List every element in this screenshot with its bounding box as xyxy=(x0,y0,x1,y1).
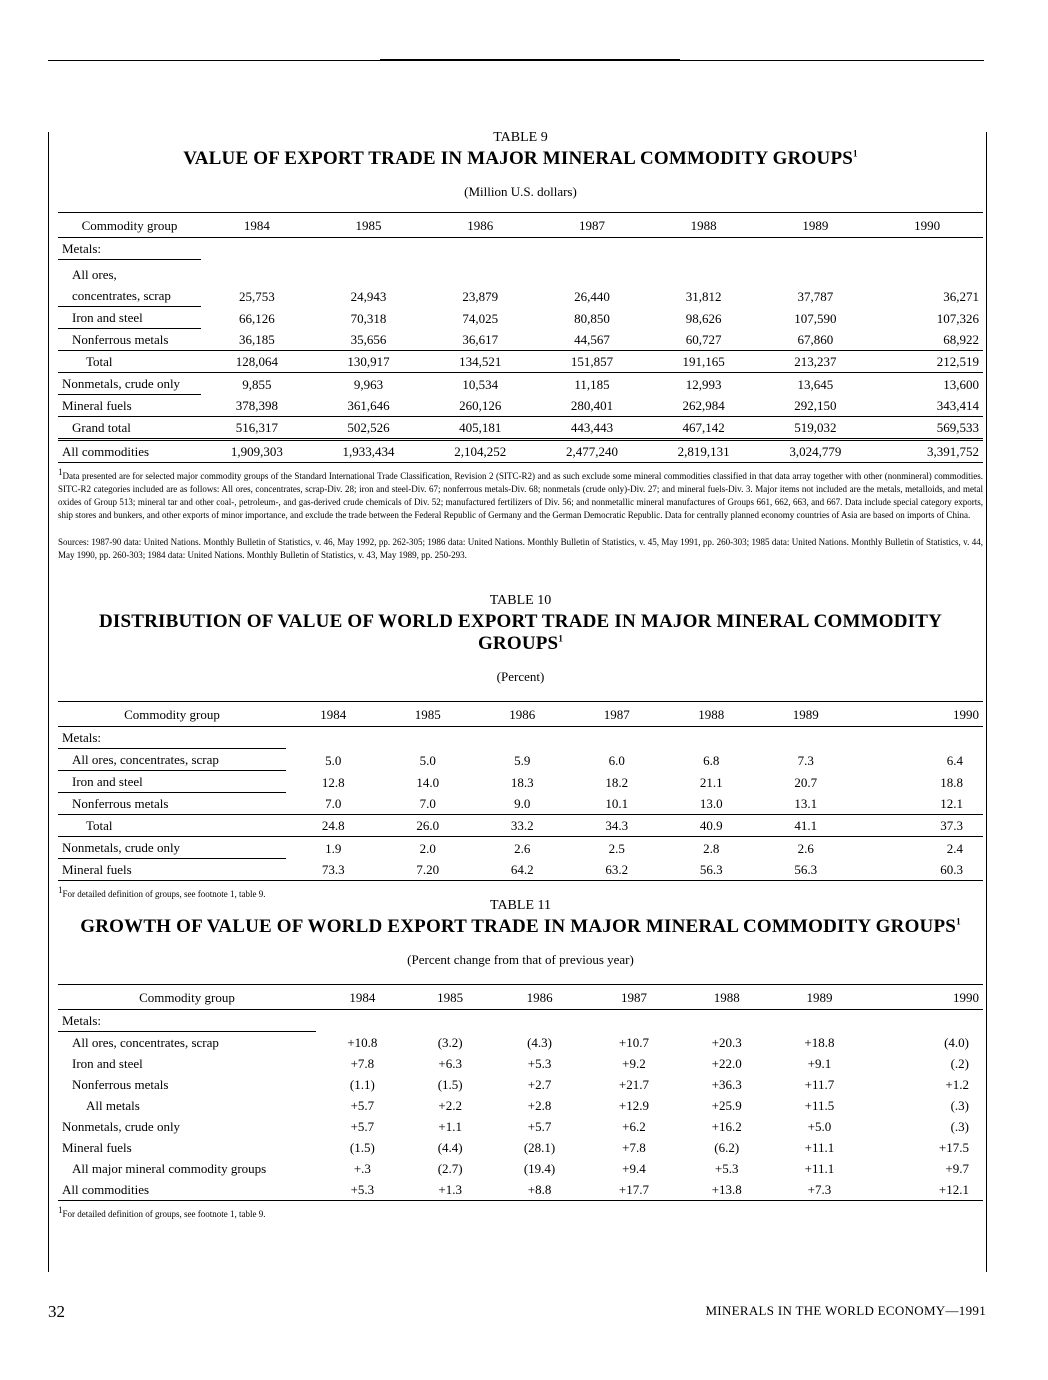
table-row xyxy=(58,307,983,329)
table-row xyxy=(58,837,983,859)
table-cell: 80,850 xyxy=(574,310,610,326)
table-row xyxy=(58,285,983,307)
table-cell: 5.0 xyxy=(325,752,342,768)
table-cell: (4.3) xyxy=(527,1035,553,1050)
table-cell: 13,600 xyxy=(943,376,979,392)
table-cell: 70,318 xyxy=(350,310,387,326)
table-row xyxy=(58,1137,983,1158)
table-cell: 34.3 xyxy=(570,815,665,837)
table-cell: +18.8 xyxy=(804,1035,835,1050)
year-header: 1987 xyxy=(536,213,648,238)
table9-title: VALUE OF EXPORT TRADE IN MAJOR MINERAL COMMODITY GROUPS$^1$ xyxy=(183,148,858,169)
table-cell: 405,181 xyxy=(424,417,536,440)
table-cell: 10.1 xyxy=(570,793,665,815)
table-cell: 74,025 xyxy=(462,310,499,326)
table-row xyxy=(58,727,983,749)
table-row xyxy=(58,1032,983,1054)
table-cell: 2.5 xyxy=(608,840,625,856)
table-cell: 13,645 xyxy=(797,376,834,392)
table-cell: +11.5 xyxy=(804,1098,835,1113)
year-header: 1986 xyxy=(424,213,536,238)
table11-header-row xyxy=(58,985,983,1010)
year-header: 1986 xyxy=(475,702,570,727)
table-cell: 37,787 xyxy=(797,288,834,304)
table-cell: 40.9 xyxy=(664,815,759,837)
table-cell: 66,126 xyxy=(238,310,275,326)
table-cell: 343,414 xyxy=(871,395,983,417)
year-header: 1990 xyxy=(866,985,983,1010)
table-cell: 64.2 xyxy=(475,859,570,881)
table-cell: 21.1 xyxy=(699,774,723,790)
table-cell: +7.8 xyxy=(622,1140,646,1155)
table-cell: 6.4 xyxy=(946,752,963,768)
table-cell: 60,727 xyxy=(648,329,760,351)
page-number: 32 xyxy=(48,1302,65,1321)
table-cell: 9.0 xyxy=(475,793,570,815)
running-head: MINERALS IN THE WORLD ECONOMY—1991 xyxy=(705,1303,986,1318)
table-cell: +6.2 xyxy=(622,1119,646,1134)
table9-unit: (Million U.S. dollars) xyxy=(464,184,577,199)
year-header: 1985 xyxy=(409,985,492,1010)
table11-col-header: Commodity group xyxy=(58,985,316,1010)
row-label: Nonmetals, crude only xyxy=(62,1119,181,1134)
table-cell: 3,391,752 xyxy=(871,440,983,463)
table-row xyxy=(58,395,983,417)
table-cell: 73.3 xyxy=(286,859,381,881)
row-label: Iron and steel xyxy=(58,307,201,329)
table-cell: 5.0 xyxy=(419,752,436,768)
table-cell: +11.7 xyxy=(804,1077,835,1092)
table-cell: 36,617 xyxy=(424,329,536,351)
year-header: 1988 xyxy=(664,702,759,727)
table-cell: (19.4) xyxy=(523,1161,556,1176)
table-cell: 68,922 xyxy=(871,329,983,351)
table-cell: 569,533 xyxy=(871,417,983,440)
table11-title: GROWTH OF VALUE OF WORLD EXPORT TRADE IN MAJOR MINERAL COMMODITY GROUPS$^1$ xyxy=(80,916,961,937)
table-cell: +5.0 xyxy=(807,1119,832,1134)
table-row xyxy=(58,1010,983,1032)
year-header: 1984 xyxy=(286,702,381,727)
table-cell: 2.6 xyxy=(514,840,531,856)
table-cell: +2.8 xyxy=(527,1098,552,1113)
row-label: Mineral fuels xyxy=(62,1140,132,1155)
table-cell: 12.1 xyxy=(853,793,983,815)
table-cell: 18.2 xyxy=(605,774,629,790)
table-cell: 60.3 xyxy=(853,859,983,881)
table11 xyxy=(58,984,983,1201)
table-cell: 6.8 xyxy=(703,752,720,768)
table-cell: 2.0 xyxy=(419,840,436,856)
table-cell: 33.2 xyxy=(475,815,570,837)
table9 xyxy=(58,212,983,463)
table9-footnote: $^1$Data presented are for selected major commodity groups of the Standard International Trade Classification, Revision 2 (SITC-R2) and as such exclude some mineral commodities classified in that data array together with other (nonmineral) commodities. SITC-R2 categories included are as follows: All ores, concentrates, scrap-Div. 28; iron and steel-Div. 67; nonferrous metals-Div. 68; nonmetals (crude only)-Div. 27; and mineral fuels-Div. 3. Major items not included are the metals, metalloids, and metal oxides of Group 513; mineral tar and other coal-, petroleum-, and gas-derived crude chemicals of Div. 52; manufactured fertilizers of Div. 56; and nonmetallic mineral manufactures of Groups 661, 662, 663, and 667. Data include special category exports, ship stores and bunkers, and other exports of minor importance, and exclude the trade between the Federal Republic of Germany and the German Democratic Republic. Data for centrally planned economy countries of Asia are based on imports of China. xyxy=(58,467,983,520)
year-header: 1986 xyxy=(492,985,588,1010)
table-cell: 2,477,240 xyxy=(536,440,648,463)
table-row xyxy=(58,1116,983,1137)
row-label: All commodities xyxy=(58,1179,316,1201)
table10-label: TABLE 10 xyxy=(489,593,552,608)
year-header: 1990 xyxy=(871,213,983,238)
row-label: Grand total xyxy=(58,417,201,440)
year-header: 1989 xyxy=(773,985,866,1010)
table-cell: 3,024,779 xyxy=(760,440,872,463)
row-label: All metals xyxy=(86,1098,140,1113)
table-cell: 107,590 xyxy=(794,310,837,326)
table10-header-row xyxy=(58,702,983,727)
table-cell: +12.9 xyxy=(618,1098,649,1113)
year-header: 1990 xyxy=(853,702,983,727)
table-row xyxy=(58,771,983,793)
table-cell: +.3 xyxy=(353,1161,371,1176)
table-cell: 280,401 xyxy=(536,395,648,417)
row-label: All ores, concentrates, scrap xyxy=(58,749,286,771)
table10-unit: (Percent) xyxy=(496,669,545,684)
table-cell: +9.2 xyxy=(622,1056,646,1071)
table-cell: 7.3 xyxy=(797,752,814,768)
table-cell: 37.3 xyxy=(853,815,983,837)
table-row xyxy=(58,859,983,881)
table-row xyxy=(58,1074,983,1095)
left-margin-rule xyxy=(48,132,49,1272)
table-cell: 9,855 xyxy=(242,376,272,392)
table-cell: 130,917 xyxy=(313,351,425,373)
table-cell: (.3) xyxy=(950,1098,969,1113)
year-header: 1985 xyxy=(313,213,425,238)
table-row xyxy=(58,1053,983,1074)
table10-col-header: Commodity group xyxy=(58,702,286,727)
year-header: 1988 xyxy=(680,985,773,1010)
table-cell: 20.7 xyxy=(794,774,818,790)
row-label: Iron and steel xyxy=(58,771,286,793)
table-cell: 35,656 xyxy=(313,329,425,351)
table-cell: +5.3 xyxy=(714,1161,739,1176)
table-cell: 260,126 xyxy=(424,395,536,417)
table-cell: 24.8 xyxy=(286,815,381,837)
table-cell: +1.2 xyxy=(945,1077,969,1092)
right-margin-rule xyxy=(986,132,987,1272)
row-label: Nonferrous metals xyxy=(58,793,286,815)
table9-header-row xyxy=(58,213,983,238)
table-cell: 10,534 xyxy=(462,376,499,392)
table-cell: +25.9 xyxy=(711,1098,742,1113)
table-cell: 26.0 xyxy=(381,815,476,837)
table10 xyxy=(58,701,983,881)
table-cell: +7.8 xyxy=(350,1056,375,1071)
table-cell: (1.5) xyxy=(349,1140,375,1155)
row-label: All ores, xyxy=(72,267,117,282)
table11-unit: (Percent change from that of previous year) xyxy=(407,952,634,967)
table-cell: +2.7 xyxy=(527,1077,552,1092)
table-cell: 1.9 xyxy=(325,840,342,856)
row-label: All major mineral commodity groups xyxy=(72,1161,267,1176)
table-cell: 23,879 xyxy=(462,288,499,304)
table-cell: 191,165 xyxy=(648,351,760,373)
table-cell: 13.0 xyxy=(664,793,759,815)
row-label: concentrates, scrap xyxy=(58,285,201,307)
table-cell: 26,440 xyxy=(574,288,610,304)
table-cell: 1,933,434 xyxy=(313,440,425,463)
table-cell: 63.2 xyxy=(570,859,665,881)
table-cell: +9.4 xyxy=(622,1161,646,1176)
table-cell: 13.1 xyxy=(759,793,854,815)
table-cell: +17.7 xyxy=(588,1179,681,1201)
table-cell: 44,567 xyxy=(536,329,648,351)
table-cell: +36.3 xyxy=(711,1077,742,1092)
table-cell: 5.9 xyxy=(514,752,531,768)
section-label: Metals: xyxy=(58,1010,316,1032)
table-cell: 7.0 xyxy=(286,793,381,815)
table-cell: 36,185 xyxy=(201,329,313,351)
table-cell: 56.3 xyxy=(664,859,759,881)
table-cell: 1,909,303 xyxy=(201,440,313,463)
table-cell: 292,150 xyxy=(760,395,872,417)
table-cell: +9.7 xyxy=(945,1161,969,1176)
section-label: Metals: xyxy=(58,238,201,260)
table-cell: 14.0 xyxy=(416,774,440,790)
table-row xyxy=(58,1158,983,1179)
table9-label: TABLE 9 xyxy=(493,130,548,145)
table-cell: (4.4) xyxy=(437,1140,463,1155)
row-label: Nonferrous metals xyxy=(58,329,201,351)
table-cell: 2,819,131 xyxy=(648,440,760,463)
table-row xyxy=(58,238,983,260)
table-row xyxy=(58,329,983,351)
table-cell: (1.5) xyxy=(437,1077,463,1092)
table-cell: 18.3 xyxy=(510,774,534,790)
table11-footnote: $^1$For detailed definition of groups, see footnote 1, table 9. xyxy=(58,1205,266,1219)
table-row xyxy=(58,260,983,286)
row-label: Total xyxy=(58,815,286,837)
row-label: Mineral fuels xyxy=(58,859,286,881)
table-cell: +7.3 xyxy=(773,1179,866,1201)
table-cell: (28.1) xyxy=(523,1140,556,1155)
table-cell: 9,963 xyxy=(353,376,384,392)
table-cell: 151,857 xyxy=(536,351,648,373)
table-cell: 2.8 xyxy=(703,840,720,856)
table-cell: +17.5 xyxy=(938,1140,969,1155)
table-cell: 519,032 xyxy=(760,417,872,440)
table-cell: +5.7 xyxy=(527,1119,552,1134)
table-cell: 7.20 xyxy=(381,859,476,881)
table-cell: 467,142 xyxy=(648,417,760,440)
table-cell: 107,326 xyxy=(936,310,979,326)
table9-block xyxy=(58,130,983,562)
table-cell: (4.0) xyxy=(944,1035,969,1050)
table-cell: +5.7 xyxy=(350,1119,375,1134)
table-cell: 98,626 xyxy=(685,310,722,326)
row-label: Mineral fuels xyxy=(58,395,201,417)
table-cell: (.2) xyxy=(950,1056,969,1071)
table-cell: +5.3 xyxy=(316,1179,409,1201)
table-cell: +5.3 xyxy=(527,1056,552,1071)
year-header: 1984 xyxy=(201,213,313,238)
year-header: 1987 xyxy=(570,702,665,727)
table-cell: +11.1 xyxy=(804,1140,835,1155)
table-cell: +6.3 xyxy=(438,1056,462,1071)
row-label: Iron and steel xyxy=(72,1056,143,1071)
table-cell: (.3) xyxy=(950,1119,969,1134)
table-cell: 12.8 xyxy=(321,774,345,790)
table-cell: 378,398 xyxy=(201,395,313,417)
table11-block xyxy=(58,898,983,1221)
table-cell: +10.7 xyxy=(618,1035,649,1050)
table-cell: 36,271 xyxy=(943,288,979,304)
table-row xyxy=(58,1179,983,1201)
table-cell: 2.4 xyxy=(946,840,963,856)
table-cell: +10.8 xyxy=(347,1035,378,1050)
table-cell: +5.7 xyxy=(350,1098,375,1113)
table-cell: 18.8 xyxy=(940,774,963,790)
table-cell: 56.3 xyxy=(759,859,854,881)
table-cell: +11.1 xyxy=(804,1161,835,1176)
top-rule-thick xyxy=(380,59,680,61)
table-cell: 2,104,252 xyxy=(424,440,536,463)
table-cell: 31,812 xyxy=(685,288,722,304)
table-cell: 212,519 xyxy=(871,351,983,373)
table-cell: (1.1) xyxy=(349,1077,375,1092)
year-header: 1985 xyxy=(381,702,476,727)
table-cell: (6.2) xyxy=(714,1140,740,1155)
year-header: 1989 xyxy=(760,213,872,238)
table-cell: +20.3 xyxy=(711,1035,742,1050)
table-cell: +16.2 xyxy=(711,1119,742,1134)
section-label: Metals: xyxy=(58,727,286,749)
row-label: Nonmetals, crude only xyxy=(58,837,286,859)
table-cell: +9.1 xyxy=(807,1056,832,1071)
table-cell: +12.1 xyxy=(866,1179,983,1201)
table-cell: 11,185 xyxy=(574,376,610,392)
table-row xyxy=(58,1095,983,1116)
table-cell: +13.8 xyxy=(680,1179,773,1201)
table-cell: 361,646 xyxy=(313,395,425,417)
table-row xyxy=(58,373,983,395)
table-cell: 443,443 xyxy=(536,417,648,440)
year-header: 1987 xyxy=(588,985,681,1010)
table-cell: 12,993 xyxy=(685,376,722,392)
table-cell: 7.0 xyxy=(381,793,476,815)
table-cell: 41.1 xyxy=(759,815,854,837)
table-row xyxy=(58,351,983,373)
table-cell: 502,526 xyxy=(313,417,425,440)
table-cell: +2.2 xyxy=(438,1098,462,1113)
table-cell: +22.0 xyxy=(711,1056,742,1071)
table-row xyxy=(58,793,983,815)
row-label: Nonmetals, crude only xyxy=(58,373,201,395)
row-label: All commodities xyxy=(58,440,201,463)
table11-label: TABLE 11 xyxy=(490,898,551,913)
year-header: 1984 xyxy=(316,985,409,1010)
table-cell: (2.7) xyxy=(437,1161,463,1176)
table10-block xyxy=(58,593,983,901)
table-cell: 2.6 xyxy=(797,840,814,856)
table-row xyxy=(58,749,983,771)
table-cell: +8.8 xyxy=(492,1179,588,1201)
table-cell: 262,984 xyxy=(648,395,760,417)
row-label: Nonferrous metals xyxy=(72,1077,169,1092)
table-cell: 67,860 xyxy=(760,329,872,351)
row-label: Total xyxy=(58,351,201,373)
table-cell: 25,753 xyxy=(238,288,275,304)
table10-footnote: $^1$For detailed definition of groups, see footnote 1, table 9. xyxy=(58,885,266,899)
table-cell: 213,237 xyxy=(760,351,872,373)
table10-title: DISTRIBUTION OF VALUE OF WORLD EXPORT TRADE IN MAJOR MINERAL COMMODITY GROUPS$^1$ xyxy=(98,611,943,654)
table9-sources: Sources: 1987-90 data: United Nations. Monthly Bulletin of Statistics, v. 46, May 1992, pp. 262-305; 1986 data: United Nations. Monthly Bulletin of Statistics, v. 45, May 1991, pp. 260-303; 1985 data: United Nations. Monthly Bulletin of Statistics, v. 44, May 1990, pp. 260-303; 1984 data: United Nations. Monthly Bulletin of Statistics, v. 43, May 1989, pp. 250-293. xyxy=(58,537,983,560)
table9-col-header: Commodity group xyxy=(58,213,201,238)
year-header: 1988 xyxy=(648,213,760,238)
table-cell: (3.2) xyxy=(437,1035,463,1050)
table-cell: 128,064 xyxy=(201,351,313,373)
table-cell: +21.7 xyxy=(618,1077,649,1092)
table-cell: 24,943 xyxy=(350,288,387,304)
table-cell: 516,317 xyxy=(201,417,313,440)
table-row xyxy=(58,815,983,837)
table-cell: +1.1 xyxy=(438,1119,462,1134)
table-row xyxy=(58,440,983,463)
table-row xyxy=(58,417,983,440)
table-cell: 6.0 xyxy=(608,752,625,768)
year-header: 1989 xyxy=(759,702,854,727)
table-cell: 134,521 xyxy=(424,351,536,373)
row-label: All ores, concentrates, scrap xyxy=(72,1035,219,1050)
table-cell: +1.3 xyxy=(409,1179,492,1201)
